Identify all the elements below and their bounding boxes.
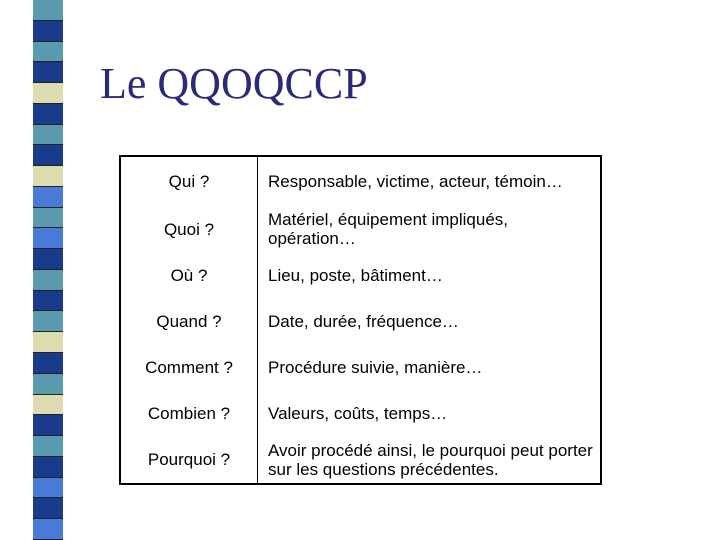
question-cell: Combien ? (120, 390, 258, 436)
stripe-segment (33, 83, 63, 104)
stripe-segment (33, 415, 63, 436)
stripe-segment (33, 478, 63, 499)
answer-cell: Responsable, victime, acteur, témoin… (268, 172, 563, 191)
stripe-segment (33, 228, 63, 249)
table-row (120, 436, 601, 484)
stripe-segment (33, 0, 63, 21)
stripe-segment (33, 270, 63, 291)
stripe-segment (33, 457, 63, 478)
question-cell: Pourquoi ? (120, 436, 258, 484)
stripe-segment (33, 395, 63, 416)
stripe-segment (33, 42, 63, 63)
table-row (120, 156, 601, 206)
answer-cell: Date, durée, fréquence… (268, 311, 459, 331)
question-cell: Où ? (120, 252, 258, 298)
stripe-segment (33, 311, 63, 332)
stripe-segment (33, 208, 63, 229)
table-row (120, 390, 601, 436)
answer-cell: Avoir procédé ainsi, le pourquoi peut porter sur les questions précédentes. (268, 440, 593, 479)
decorative-stripe-bar (33, 0, 63, 540)
stripe-segment (33, 332, 63, 353)
stripe-segment (33, 498, 63, 519)
question-cell: Quand ? (120, 298, 258, 344)
stripe-segment (33, 62, 63, 83)
answer-cell: Lieu, poste, bâtiment… (268, 265, 443, 285)
qqoqccp-table (119, 155, 602, 485)
stripe-segment (33, 353, 63, 374)
stripe-segment (33, 249, 63, 270)
stripe-segment (33, 125, 63, 146)
stripe-segment (33, 291, 63, 312)
stripe-segment (33, 374, 63, 395)
question-cell: Qui ? (120, 156, 258, 206)
answer-cell: Matériel, équipement impliqués, opération… (268, 210, 509, 248)
stripe-segment (33, 145, 63, 166)
stripe-segment (33, 519, 63, 540)
table-row (120, 206, 601, 252)
stripe-segment (33, 166, 63, 187)
table-row (120, 298, 601, 344)
stripe-segment (33, 21, 63, 42)
question-cell: Comment ? (120, 344, 258, 390)
slide-title: Le QQOQCCP (100, 59, 368, 108)
stripe-segment (33, 436, 63, 457)
answer-cell: Valeurs, coûts, temps… (268, 403, 448, 423)
question-cell: Quoi ? (120, 206, 258, 252)
table-row (120, 252, 601, 298)
table-row (120, 344, 601, 390)
stripe-segment (33, 187, 63, 208)
stripe-segment (33, 104, 63, 125)
answer-cell: Procédure suivie, manière… (268, 357, 483, 377)
